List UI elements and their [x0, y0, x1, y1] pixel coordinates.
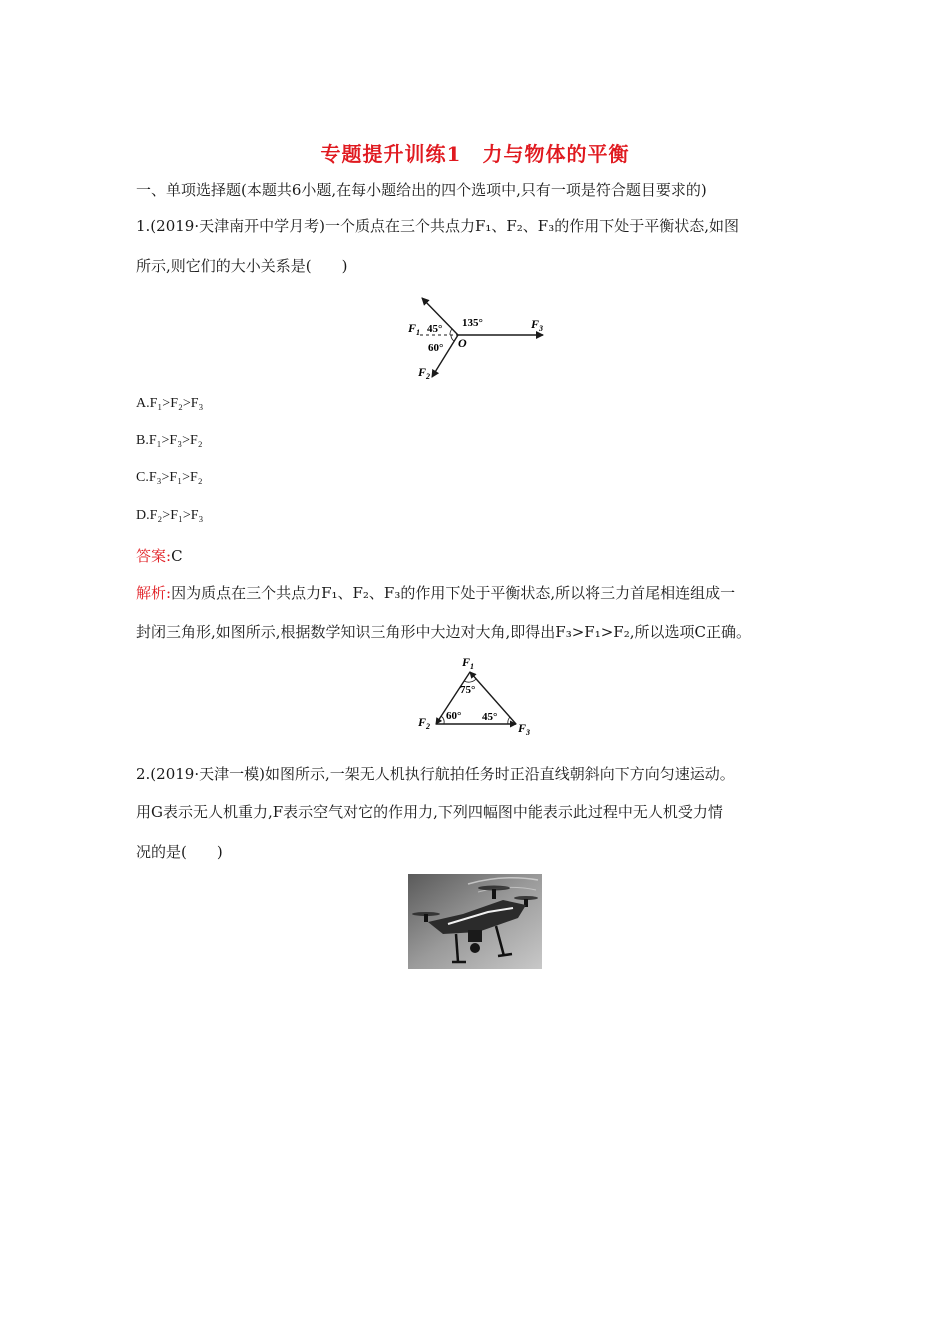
angle-arc — [441, 716, 444, 724]
angle-75-label: 75° — [460, 684, 476, 696]
analysis-line2: 封闭三角形,如图所示,根据数学知识三角形中大边对大角,即得出F₃>F₁>F₂,所以选项C正确。 — [136, 623, 751, 641]
section-heading: 一、单项选择题(本题共6小题,在每小题给出的四个选项中,只有一项是符合题目要求的) — [136, 181, 707, 199]
q2-stem-line3: 况的是( ) — [136, 843, 223, 861]
angle-arc — [508, 717, 510, 724]
option-d: D.F₂>F₁>F₃ — [136, 508, 204, 523]
option-c: C.F₃>F₁>F₂ — [136, 470, 203, 485]
triangle-f2-label: $F_2$ — [418, 715, 431, 731]
angle-45-label: 45° — [427, 323, 443, 335]
angle-60-label: 60° — [428, 342, 444, 354]
angle-arc — [450, 329, 452, 335]
option-b: B.F₁>F₃>F₂ — [136, 433, 203, 448]
triangle-f1-label: $F_1$ — [462, 655, 475, 671]
f1-label: $F_1$ — [408, 321, 421, 337]
angle-45-label: 45° — [482, 711, 498, 723]
angle-60-label: 60° — [446, 710, 462, 722]
angle-arc — [451, 335, 454, 341]
f3-label: $F_3$ — [531, 317, 544, 333]
drone-photo — [408, 874, 542, 969]
force-diagram — [400, 288, 560, 384]
answer: 答案:C — [136, 547, 183, 565]
analysis-line1: 解析:因为质点在三个共点力F₁、F₂、F₃的作用下处于平衡状态,所以将三力首尾相连组成一 — [136, 584, 736, 602]
q2-stem-line2: 用G表示无人机重力,F表示空气对它的作用力,下列四幅图中能表示此过程中无人机受力情 — [136, 803, 723, 821]
page-title: 专题提升训练1 力与物体的平衡 — [320, 142, 630, 166]
q1-stem-line1: 1.(2019·天津南开中学月考)一个质点在三个共点力F₁、F₂、F₃的作用下处于平衡状态,如图 — [136, 217, 739, 235]
triangle-f3-label: $F_3$ — [518, 721, 531, 737]
q1-stem-line2: 所示,则它们的大小关系是( ) — [136, 257, 348, 275]
option-a: A.F₁>F₂>F₃ — [136, 396, 204, 411]
f2-label: $F_2$ — [418, 365, 431, 381]
force-triangle-diagram — [412, 652, 542, 738]
angle-135-label: 135° — [462, 317, 483, 329]
origin-label: O — [458, 336, 467, 350]
q2-stem-line1: 2.(2019·天津一模)如图所示,一架无人机执行航拍任务时正沿直线朝斜向下方向匀速运动。 — [136, 765, 735, 783]
